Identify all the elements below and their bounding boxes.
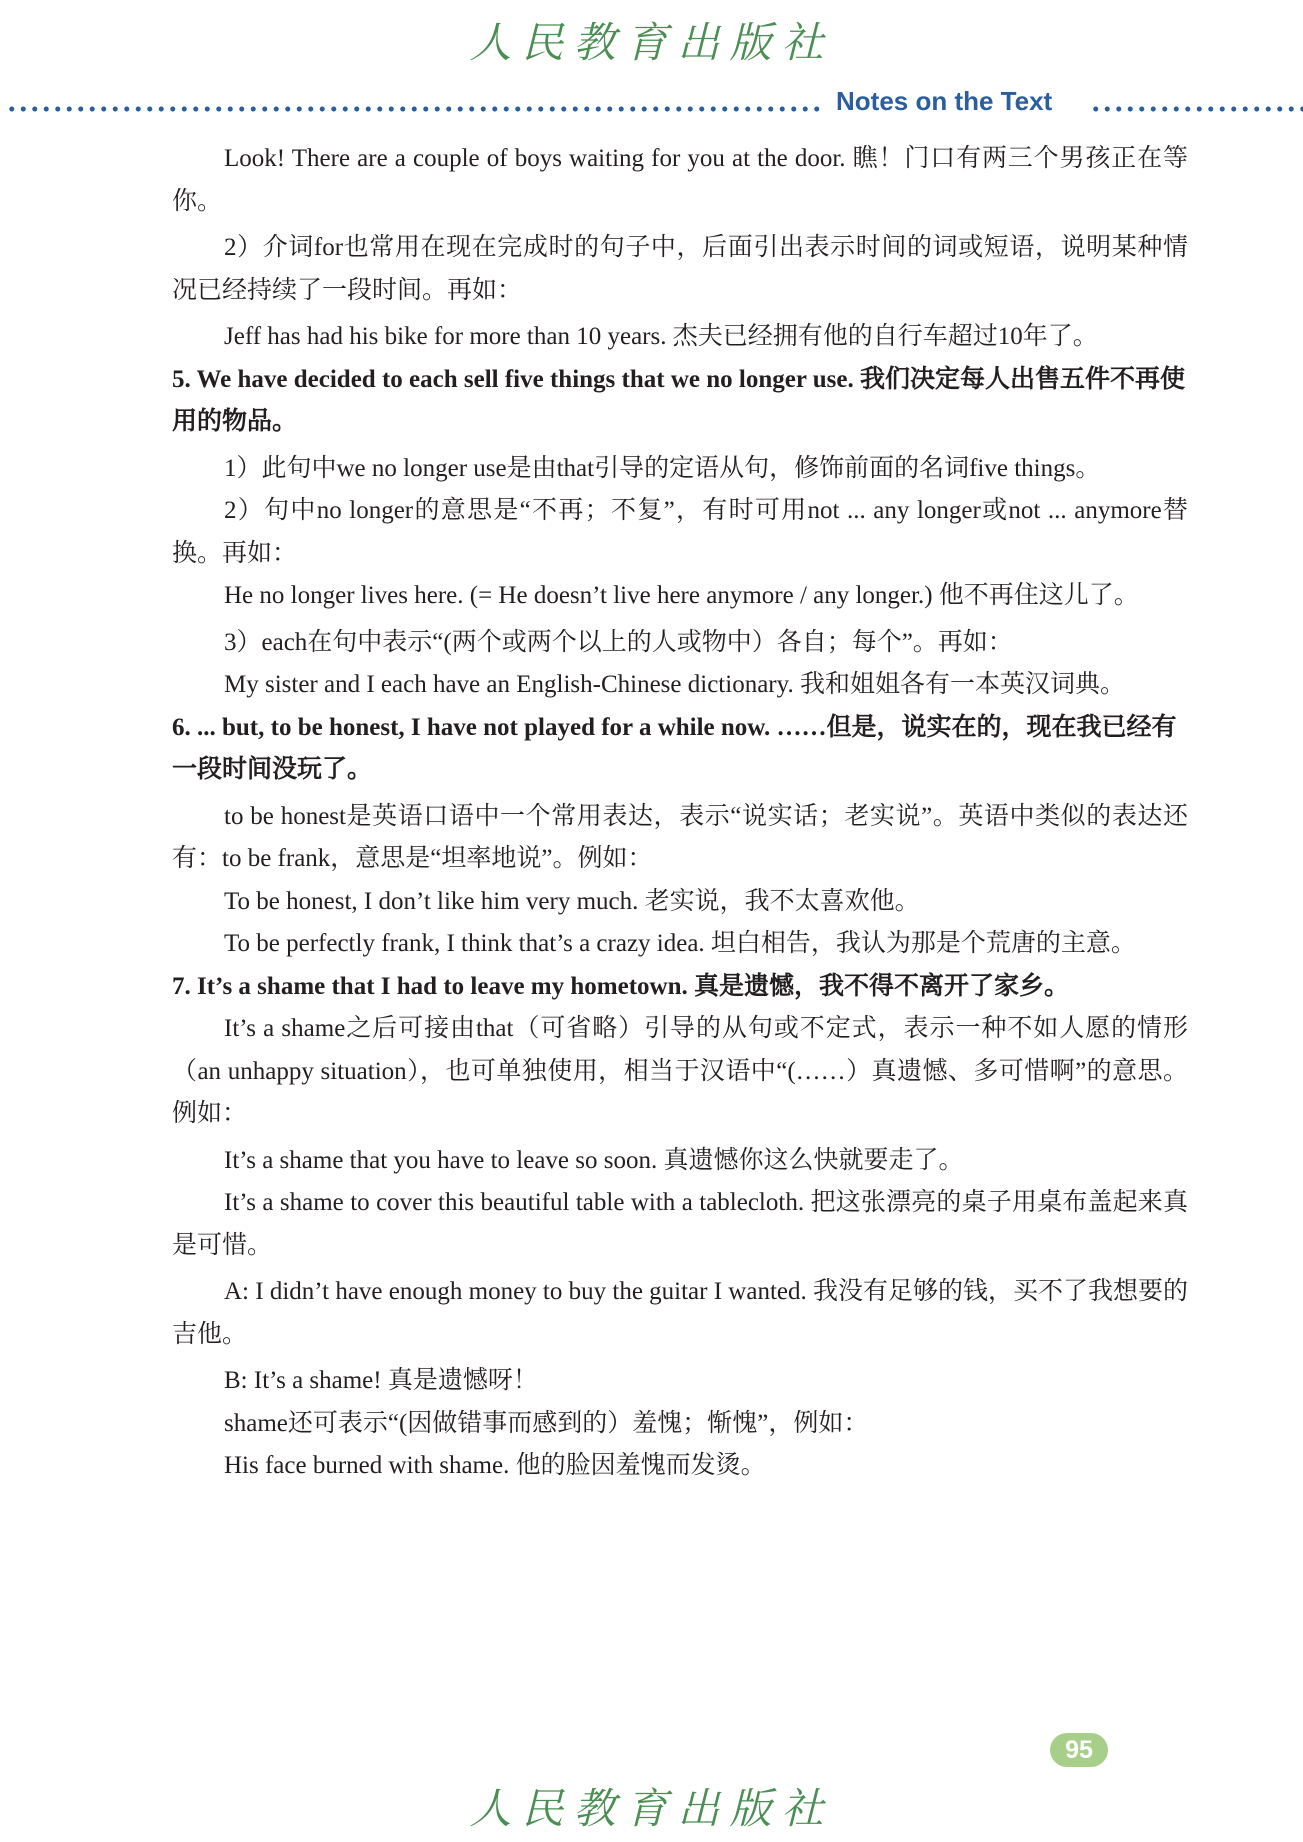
note-heading-5: 5. We have decided to each sell five things that we no longer use. 我们决定每人出售五件不再使用的物品。 [172,365,1185,435]
dotted-rule-left [6,106,824,112]
explanation-paragraph: 2）介词for也常用在现在完成时的句子中，后面引出表示时间的词或短语，说明某种情况已经持续了一段时间。再如： [172,234,1188,304]
example-sentence: Jeff has had his bike for more than 10 years. 杰夫已经拥有他的自行车超过10年了。 [224,323,1098,350]
dialogue-line-b: B: It’s a shame! 真是遗憾呀！ [224,1367,538,1394]
section-title: Notes on the Text [836,86,1053,116]
explanation-paragraph: to be honest是英语口语中一个常用表达，表示“说实话；老实说”。英语中类似的表达还有：to be frank，意思是“坦率地说”。例如： [172,802,1188,872]
explanation-paragraph: 1）此句中we no longer use是由that引导的定语从句，修饰前面的名词five things。 [224,454,1101,482]
publisher-logo-bottom: 人民教育出版社 [469,1784,834,1833]
dotted-rule-right [1090,106,1303,112]
note-heading-7: 7. It’s a shame that I had to leave my hometown. 真是遗憾，我不得不离开了家乡。 [172,972,1069,1000]
example-sentence: It’s a shame that you have to leave so soon. 真遗憾你这么快就要走了。 [224,1146,964,1174]
page-number-badge: 95 [1050,1733,1108,1767]
note-heading-6: 6. ... but, to be honest, I have not played for a while now. ……但是，说实在的，现在我已经有一段时间没玩了。 [172,713,1177,783]
page-header [0,86,1303,126]
explanation-paragraph: 2）句中no longer的意思是“不再；不复”，有时可用not ... any longer或not ... anymore替换。再如： [172,497,1188,567]
notes-body [172,138,1188,1488]
example-sentence: Look! There are a couple of boys waiting for you at the door. 瞧！门口有两三个男孩正在等你。 [172,145,1188,215]
example-sentence: It’s a shame to cover this beautiful table with a tablecloth. 把这张漂亮的桌子用桌布盖起来真是可惜。 [172,1189,1188,1259]
example-sentence: His face burned with shame. 他的脸因羞愧而发烫。 [224,1452,766,1479]
explanation-paragraph: It’s a shame之后可接由that（可省略）引导的从句或不定式，表示一种不如人愿的情形（an unhappy situation），也可单独使用，相当于汉语中“(……）真遗憾、多可惜啊”的意思。例如： [172,1015,1188,1127]
example-sentence: My sister and I each have an English-Chinese dictionary. 我和姐姐各有一本英汉词典。 [224,671,1125,698]
example-sentence: To be honest, I don’t like him very much. 老实说，我不太喜欢他。 [224,887,920,915]
publisher-logo-top: 人民教育出版社 [469,18,834,67]
explanation-paragraph: shame还可表示“(因做错事而感到的）羞愧；惭愧”，例如： [224,1409,869,1437]
example-sentence: He no longer lives here. (= He doesn’t live here anymore / any longer.) 他不再住这儿了。 [224,582,1139,609]
explanation-paragraph: 3）each在句中表示“(两个或两个以上的人或物中）各自；每个”。再如： [224,628,1013,656]
dialogue-line-a: A: I didn’t have enough money to buy the guitar I wanted. 我没有足够的钱，买不了我想要的吉他。 [172,1278,1188,1348]
example-sentence: To be perfectly frank, I think that’s a crazy idea. 坦白相告，我认为那是个荒唐的主意。 [224,930,1136,957]
